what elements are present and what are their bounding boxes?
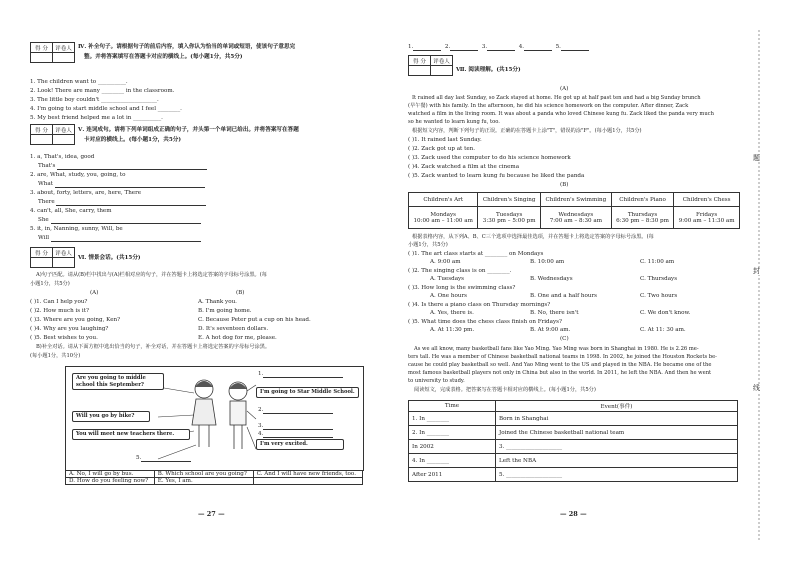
b-q5-opt-c: C. At 11: 30 am. — [640, 327, 686, 333]
event-header-event: Event(事件) — [496, 401, 738, 412]
sec5-answer-1: That's — [38, 163, 207, 170]
b-q5-opt-b: B. At 9:00 am. — [530, 327, 571, 333]
sec5-words-5: 5. it, in, Nanning, sunny, Will, be — [30, 226, 123, 232]
sec4-item-2: 2. Look! There are many ________ in the classroom. — [30, 88, 175, 94]
passage-a-line-3: watched a film in the living room. It was about a panda who loved Chinese kung fu. Zack liked the panda very much — [408, 111, 714, 117]
b-q1: ( )1. The art class starts at ________ on Mondays — [408, 251, 544, 257]
score-box-vi — [30, 247, 75, 268]
blank-4: 4. — [258, 431, 333, 438]
passage-c-line-1: As we all know, many basketball fans like Yao Ming. Yao Ming was born in Shanghai in 1980. He is 2.26 me- — [414, 346, 699, 352]
page-number-27: — 27 — — [198, 510, 225, 518]
match-b-2: B. I'm going home. — [198, 308, 252, 314]
sec5-answer-2: What — [38, 181, 205, 188]
schedule-header: Children's Singing — [478, 193, 541, 207]
a-item-3: ( )3. Zack used the computer to do his science homework — [408, 155, 571, 161]
score-box-iv — [30, 42, 75, 63]
b-q1-opt-b: B. 10:00 am — [530, 259, 565, 265]
b-q4-opt-a: A. Yes, there is. — [430, 310, 474, 316]
match-a-2: ( )2. How much is it? — [30, 308, 89, 314]
b-q3-opt-c: C. Two hours — [640, 293, 678, 299]
event-time: 4. In ________ — [409, 454, 496, 468]
passage-c-line-3: cause he could play basketball so well. And Yao Ming went to the US and played in the NBA. He became one of the — [408, 362, 712, 368]
match-a-1: ( )1. Can I help you? — [30, 299, 88, 305]
b-q2-opt-b: B. Wednesdays — [530, 276, 573, 282]
passage-c-line-2: ters tall. He was a member of Chinese basketball national teams in 1998. In 2002, he joined the Houston Rockets be- — [408, 354, 717, 360]
score-label: 得 分 — [31, 248, 53, 258]
sec5-answer-4: She — [38, 217, 201, 224]
section-vi-title: Ⅵ. 情景会话。(共15分) — [78, 255, 141, 261]
b-q4-opt-c: C. We don't know. — [640, 310, 691, 316]
event-time: 2. In ________ — [409, 426, 496, 440]
passage-a-line-1: It rained all day last Sunday, so Zack stayed at home. He got up at half past ten and had a big Sunday brunch — [412, 95, 701, 101]
event-desc: 3. ____________________ — [496, 440, 738, 454]
event-time: 1. In ________ — [409, 412, 496, 426]
schedule-cell: Wednesdays 7:00 am – 8:30 am — [540, 207, 611, 229]
score-label: 得 分 — [31, 125, 53, 135]
b-q5: ( )5. What time does the chess class finish on Fridays? — [408, 319, 563, 325]
schedule-header: Children's Art — [409, 193, 478, 207]
binding-margin — [745, 0, 800, 566]
sec4-item-5: 5. My best friend helped me a lot in __________. — [30, 115, 163, 121]
schedule-cell: Mondays 10:00 am – 11:00 am — [409, 207, 478, 229]
passage-a-instr: 根据短文内容，判断下列句子的正误。正确的在答题卡上涂"T"，错误的涂"F"。(每小题1分，共5分) — [412, 128, 642, 134]
section-vii-title: Ⅶ. 阅读理解。(共15分) — [456, 67, 521, 73]
a-item-2: ( )2. Zack got up at ten. — [408, 146, 476, 152]
top-answer-blanks: 1. 2. 3. 4. 5. — [408, 44, 589, 51]
passage-b-label: (B) — [560, 182, 569, 188]
cut-line-icon — [745, 0, 800, 566]
b-q2: ( )2. The singing class is on ________. — [408, 268, 512, 274]
match-b-4: D. It's seventeen dollars. — [198, 326, 269, 332]
passage-a-line-2: (早午餐) with his family. In the afternoon, he did his science homework on the computer. After dinner, Zack — [408, 103, 689, 109]
bubble-5: I'm very excited. — [256, 439, 344, 450]
blank-3: 3. — [258, 423, 333, 430]
passage-a-label: (A) — [560, 86, 569, 92]
class-schedule-table — [408, 192, 740, 229]
b-q1-opt-c: C. 11:00 am — [640, 259, 675, 265]
match-b-5: E. A hot dog for me, please. — [198, 335, 277, 341]
page-number-28: — 28 — — [560, 510, 587, 518]
b-q2-opt-a: A. Tuesdays — [430, 276, 465, 282]
match-a-3: ( )3. Where are you going, Ken? — [30, 317, 121, 323]
sec5-words-4: 4. can't, all, She, carry, them — [30, 208, 112, 214]
sec4-item-3: 3. The little boy couldn't ____________________. — [30, 97, 159, 103]
schedule-header: Children's Swimming — [540, 193, 611, 207]
col-b-label: (B) — [236, 290, 245, 296]
dialogue-picture — [65, 366, 364, 471]
sec6-a-instr-2: 小题1分，共5分) — [30, 281, 70, 287]
b-q1-opt-a: A. 9:00 am — [430, 259, 461, 265]
blank-1: 1. — [258, 371, 343, 378]
event-header-time: Time — [409, 401, 496, 412]
event-desc: Left the NBA — [496, 454, 738, 468]
blank-2: 2. — [258, 407, 333, 414]
schedule-header: Children's Piano — [611, 193, 674, 207]
sec4-item-4: 4. I'm going to start middle school and I feel ________. — [30, 106, 182, 112]
section-iv-title-2: 整。并将答案填写在答题卡对应的横线上。(每小题1分，共5分) — [84, 54, 243, 60]
match-b-3: C. Because Peter put a cup on his head. — [198, 317, 311, 323]
grader-label: 评卷人 — [53, 125, 75, 135]
b-instr: 根据表格内容，从下列A、B、C三个选项中选择最佳选项，并在答题卡上将选定答案的字母标号涂黑。(每 — [412, 234, 654, 240]
score-box-v — [30, 124, 75, 145]
schedule-cell: Fridays 9:00 am – 11:30 am — [674, 207, 740, 229]
passage-c-line-5: to university to study. — [408, 378, 465, 384]
a-item-4: ( )4. Zack watched a film at the cinema — [408, 164, 520, 170]
option-e: E. Yes, I am. — [154, 478, 253, 485]
sec6-b-instr: B)补全对话。请从下面方框中选出恰当的句子，补全对话，并在答题卡上将选定答案的字母标号涂黑。 — [36, 344, 271, 350]
binding-char-3: 线 — [753, 384, 760, 392]
passage-c-line-4: most famous basketball players not only in China but also in the world. In 2011, he left the NBA. And then he went — [408, 370, 712, 376]
col-a-label: (A) — [90, 290, 99, 296]
binding-char-2: 封 — [753, 267, 760, 275]
match-a-5: ( )5. Best wishes to you. — [30, 335, 98, 341]
schedule-cell: Thursdays 6:30 pm – 8:30 pm — [611, 207, 674, 229]
score-box-vii — [408, 55, 453, 76]
option-d: D. How do you feeling now? — [66, 478, 155, 485]
grader-label: 评卷人 — [431, 56, 453, 66]
b-instr-2: 小题1分，共5分) — [408, 242, 448, 248]
section-iv-title: Ⅳ. 补全句子。请根据句子的前后内容，填入你认为恰当的单词或短语，使该句子意思完 — [78, 44, 296, 50]
sec5-answer-5: Will — [38, 235, 201, 242]
grader-label: 评卷人 — [53, 43, 75, 53]
dialogue-options-table — [65, 470, 363, 485]
event-table — [408, 400, 738, 482]
b-q4-opt-b: B. No, there isn't — [530, 310, 579, 316]
sec6-b-instr-2: (每小题1分，共10分) — [30, 353, 81, 359]
b-q3: ( )3. How long is the swimming class? — [408, 285, 516, 291]
schedule-header: Children's Chess — [674, 193, 740, 207]
bubble-1: Are you going to middle school this September? — [72, 373, 164, 390]
b-q3-opt-a: A. One hours — [430, 293, 467, 299]
b-q5-opt-a: A. At 11:30 pm. — [430, 327, 475, 333]
section-v-title: Ⅴ. 连词成句。请将下列单词组成正确的句子，并头第一个单词已给出。并将答案写在答题 — [78, 127, 299, 133]
section-v-title-2: 卡对应的横线上。(每小题1分，共5分) — [84, 137, 181, 143]
option-a: A. No, I will go by bus. — [66, 471, 155, 478]
sec5-words-1: 1. a, That's, idea, good — [30, 154, 95, 160]
a-item-1: ( )1. It rained last Sunday. — [408, 137, 482, 143]
option-c: C. And I will have new friends, too. — [253, 471, 362, 478]
event-desc: Born in Shanghai — [496, 412, 738, 426]
match-a-4: ( )4. Why are you laughing? — [30, 326, 109, 332]
b-q2-opt-c: C. Thursdays — [640, 276, 678, 282]
c-instr: 阅读短文，完成表格。把答案写在答题卡相对应的横线上。(每小题1分，共5分) — [414, 387, 596, 393]
sec5-words-2: 2. are, What, study, you, going, to — [30, 172, 126, 178]
bubble-3: Will you go by bike? — [72, 411, 150, 422]
b-q4: ( )4. Is there a piano class on Thursday mornings? — [408, 302, 551, 308]
event-desc: Joined the Chinese basketball national team — [496, 426, 738, 440]
sec6-a-instr: A)句子匹配。请从(B)栏中找出与(A)栏相对应的句子，并在答题卡上将选定答案的字母标号涂黑。(每 — [36, 272, 267, 278]
sec4-item-1: 1. The children want to __________. — [30, 79, 128, 85]
passage-c-label: (C) — [560, 336, 569, 342]
binding-char-1: 题 — [753, 154, 760, 162]
event-desc: 5. ____________________ — [496, 468, 738, 482]
b-q3-opt-b: B. One and a half hours — [530, 293, 598, 299]
sec5-words-3: 3. about, forty, letters, are, here, There — [30, 190, 142, 196]
bubble-4: You will meet new teachers there. — [72, 429, 190, 440]
event-time: In 2002 — [409, 440, 496, 454]
bubble-2: I'm going to Star Middle School. — [256, 387, 359, 398]
sec5-answer-3: There — [38, 199, 206, 206]
score-label: 得 分 — [31, 43, 53, 53]
schedule-cell: Tuesdays 3:30 pm – 5:00 pm — [478, 207, 541, 229]
match-b-1: A. Thank you. — [198, 299, 237, 305]
passage-a-line-4: so he wanted to learn kung fu, too. — [408, 119, 500, 125]
score-label: 得 分 — [409, 56, 431, 66]
event-time: After 2011 — [409, 468, 496, 482]
option-b: B. Which school are you going? — [154, 471, 253, 478]
right-page — [400, 0, 745, 566]
a-item-5: ( )5. Zack wanted to learn kung fu because he liked the panda — [408, 173, 585, 179]
blank-5: 5. — [136, 455, 191, 462]
grader-label: 评卷人 — [53, 248, 75, 258]
